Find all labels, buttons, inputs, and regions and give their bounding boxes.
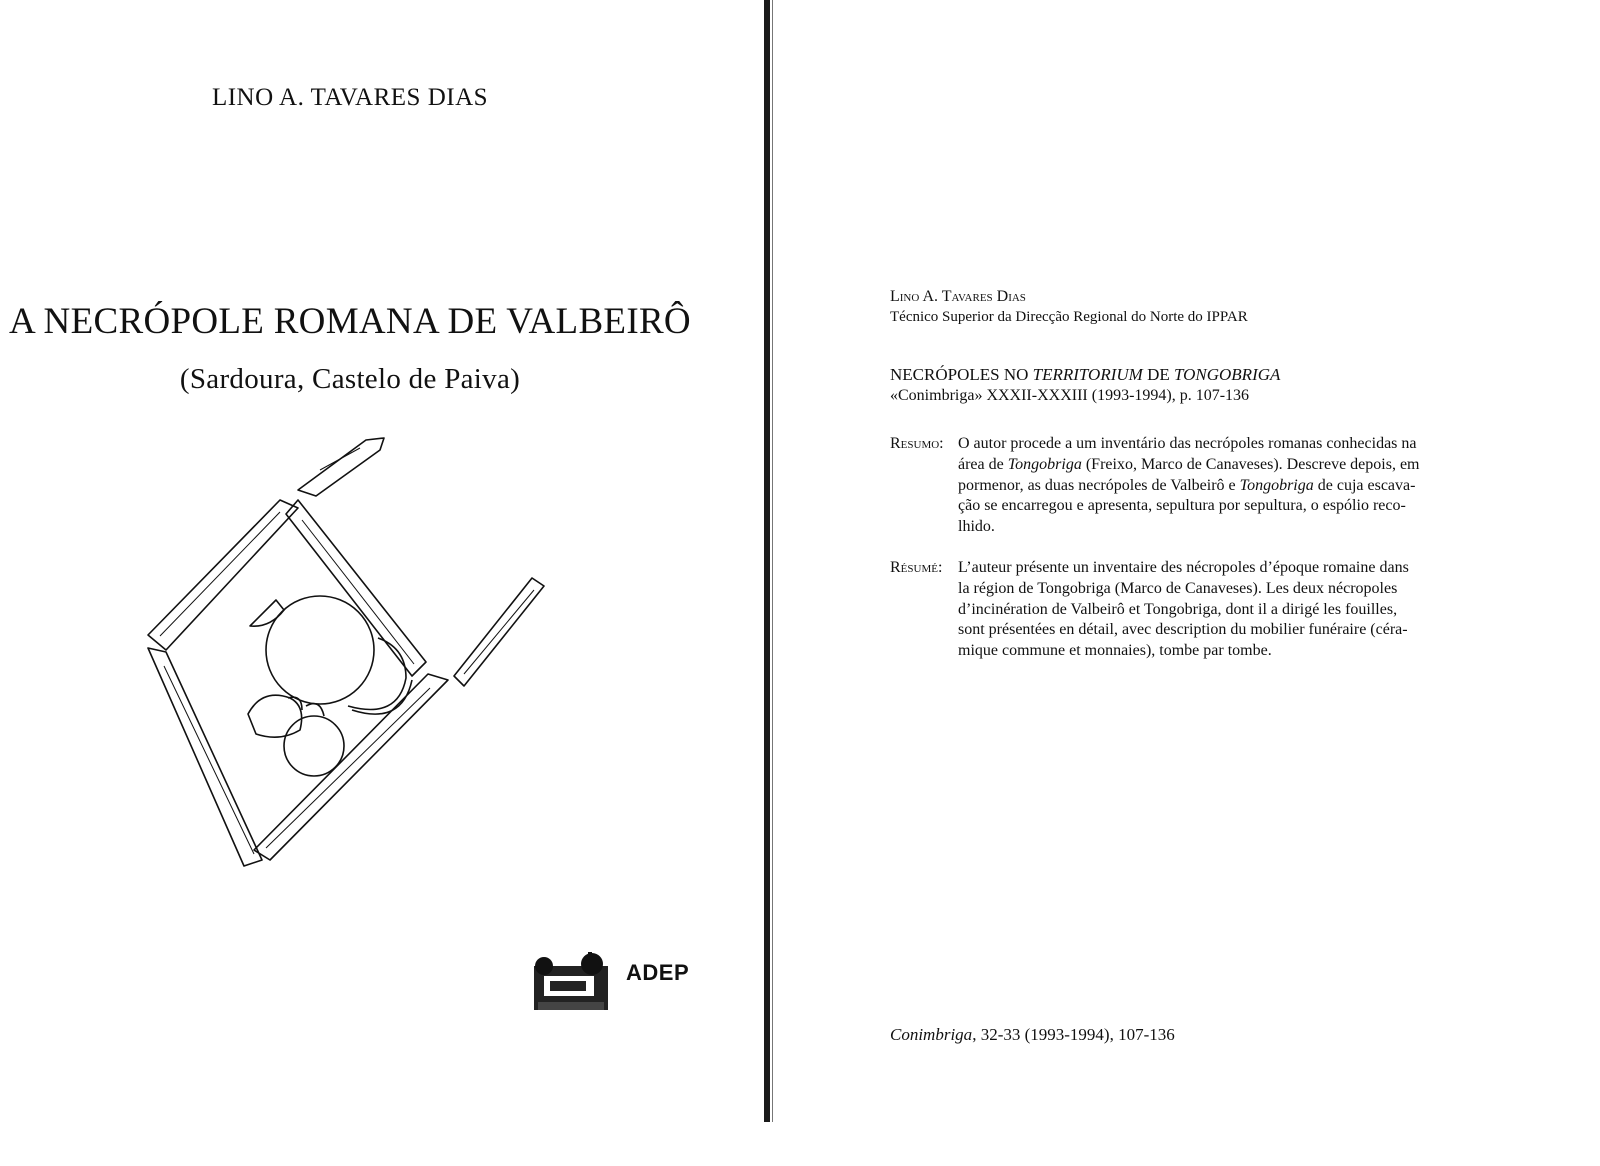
publisher-mark: [530, 952, 690, 1021]
burial-drawing-icon: [130, 430, 570, 880]
footer-citation: Conimbriga, 32-33 (1993-1994), 107-136: [890, 1025, 1175, 1044]
abstract-page: [775, 0, 1600, 1166]
resumo-label: Resumo:: [890, 435, 944, 452]
cover-author: LINO A. TAVARES DIAS: [211, 84, 489, 111]
resume-text: L’auteur présente un inventaire des nécropoles d’époque romaine dans la région de Tongobriga (Marco de Canaveses). Les deux nécropoles d’incinération de Valbeirô et Tongobriga, dont il a dirigé les fouilles, sont présentées en détail, avec description du mobilier funéraire (céra- mique commune et monnaies), tombe par tombe.: [958, 559, 1409, 660]
book-spine-edge: [772, 0, 773, 1122]
resumo-text: O autor procede a um inventário das necrópoles romanas conhecidas na área de Tongobriga (Freixo, Marco de Canaveses). Descreve depois, em pormenor, as duas necrópoles de Valbeirô e Tongobriga de cuja escava- ção se encarregou e apresenta, sepultura por sepultura, o espólio reco- lhido.: [958, 435, 1420, 536]
adep-logo-icon: [530, 952, 614, 1016]
resume-label: Résumé:: [890, 559, 943, 576]
cover-title: A NECRÓPOLE ROMANA DE VALBEIRÔ: [9, 301, 691, 342]
author-block: [890, 287, 1490, 327]
cover-page: [0, 0, 760, 1166]
article-title: NECRÓPOLES NO TERRITORIUM DE TONGOBRIGA: [890, 365, 1281, 384]
article-header: [890, 364, 1490, 406]
cover-subtitle: (Sardoura, Castelo de Paiva): [179, 363, 521, 395]
publisher-name: ADEP: [626, 960, 690, 985]
author-affiliation: Técnico Superior da Direcção Regional do Norte do IPPAR: [890, 309, 1248, 325]
author-name: Lino A. Tavares Dias: [890, 288, 1026, 305]
book-spine: [764, 0, 770, 1122]
article-citation: «Conimbriga» XXXII-XXXIII (1993-1994), p. 107-136: [890, 387, 1250, 404]
